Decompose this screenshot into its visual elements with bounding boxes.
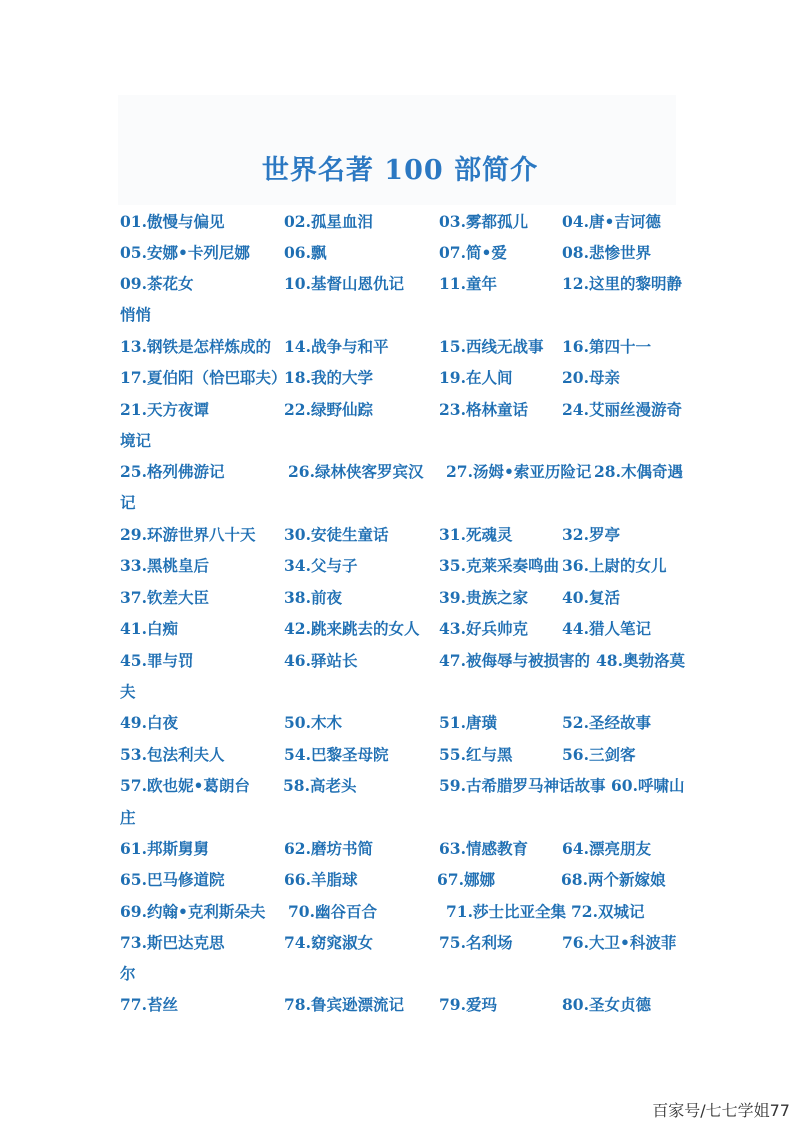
book-title: 57.欧也妮•葛朗台 [120,776,250,795]
book-title: 72.双城记 [571,902,645,921]
book-title: 39.贵族之家 [439,588,528,607]
book-title-continuation: 境记 [120,431,152,450]
book-title: 42.跳来跳去的女人 [284,619,420,638]
book-title-continuation: 尔 [120,964,136,983]
book-title: 36.上尉的女儿 [562,556,667,575]
book-title: 51.唐璜 [439,713,497,732]
book-title: 34.父与子 [284,556,358,575]
book-title: 16.第四十一 [562,337,651,356]
book-title: 29.环游世界八十天 [120,525,256,544]
book-title: 32.罗亭 [562,525,620,544]
book-title: 70.幽谷百合 [288,902,377,921]
book-title: 49.白夜 [120,713,178,732]
book-title: 79.爱玛 [439,995,497,1014]
book-title: 11.童年 [439,274,497,293]
book-title: 54.巴黎圣母院 [284,745,389,764]
book-title: 48.奥勃洛莫 [596,651,685,670]
watermark: 百家号/七七学姐77 [652,1101,790,1120]
book-title: 62.磨坊书简 [284,839,373,858]
book-title: 18.我的大学 [284,368,373,387]
book-title-continuation: 夫 [120,682,136,701]
book-title: 44.猎人笔记 [562,619,651,638]
book-title: 15.西线无战事 [439,337,544,356]
book-title: 76.大卫•科波菲 [562,933,677,952]
book-title: 68.两个新嫁娘 [561,870,666,889]
book-title: 67.娜娜 [437,870,495,889]
book-title: 21.天方夜谭 [120,400,209,419]
book-title: 58.高老头 [283,776,357,795]
book-title: 56.三剑客 [562,745,636,764]
book-title: 35.克莱采奏鸣曲 [439,556,559,575]
book-title: 37.钦差大臣 [120,588,209,607]
book-title: 52.圣经故事 [562,713,651,732]
book-title: 26.绿林侠客罗宾汉 [288,462,424,481]
book-title: 40.复活 [562,588,620,607]
book-title: 66.羊脂球 [284,870,358,889]
book-title: 65.巴马修道院 [120,870,225,889]
book-title: 78.鲁宾逊漂流记 [284,995,404,1014]
book-title: 22.绿野仙踪 [284,400,373,419]
document-title: 世界名著 100 部简介 [261,155,539,186]
book-title: 23.格林童话 [439,400,528,419]
book-title: 61.邦斯舅舅 [120,839,209,858]
book-title: 71.莎士比亚全集 [446,902,566,921]
book-title: 20.母亲 [562,368,620,387]
book-title-continuation: 庄 [120,808,136,827]
book-title: 59.古希腊罗马神话故事 [439,776,606,795]
book-title: 53.包法利夫人 [120,745,225,764]
book-title: 38.前夜 [284,588,342,607]
book-title: 05.安娜•卡列尼娜 [120,243,250,262]
book-title: 74.窈窕淑女 [284,933,373,952]
book-title: 14.战争与和平 [284,337,389,356]
book-title: 77.苔丝 [120,995,178,1014]
book-title: 47.被侮辱与被损害的 [439,651,590,670]
book-title: 30.安徒生童话 [284,525,389,544]
book-title: 69.约翰•克利斯朵夫 [120,902,266,921]
book-title: 19.在人间 [439,368,513,387]
book-title: 07.简•爱 [439,243,507,262]
book-title: 80.圣女贞德 [562,995,651,1014]
book-title: 28.木偶奇遇 [594,462,683,481]
book-title-continuation: 悄悄 [120,305,152,324]
book-title: 41.白痴 [120,619,178,638]
book-title: 43.好兵帅克 [439,619,528,638]
book-title: 50.木木 [284,713,342,732]
book-title: 12.这里的黎明静 [562,274,682,293]
book-title: 75.名利场 [439,933,513,952]
book-title: 33.黑桃皇后 [120,556,209,575]
book-title: 13.钢铁是怎样炼成的 [120,337,271,356]
book-title: 73.斯巴达克思 [120,933,225,952]
book-title: 03.雾都孤儿 [439,212,528,231]
book-title: 25.格列佛游记 [120,462,225,481]
book-title: 17.夏伯阳（恰巴耶夫） [120,368,287,387]
book-title: 64.漂亮朋友 [562,839,651,858]
book-title-continuation: 记 [120,493,136,512]
book-title: 60.呼啸山 [611,776,685,795]
book-title: 24.艾丽丝漫游奇 [562,400,682,419]
book-title: 08.悲惨世界 [562,243,651,262]
book-title: 02.孤星血泪 [284,212,373,231]
book-title: 31.死魂灵 [439,525,513,544]
book-title: 06.飘 [284,243,327,262]
book-title: 09.茶花女 [120,274,194,293]
book-title: 55.红与黑 [439,745,513,764]
book-title: 01.傲慢与偏见 [120,212,225,231]
book-title: 45.罪与罚 [120,651,194,670]
book-title: 27.汤姆•索亚历险记 [446,462,592,481]
book-title: 10.基督山恩仇记 [284,274,404,293]
book-title: 04.唐•吉诃德 [562,212,661,231]
book-title: 46.驿站长 [284,651,358,670]
book-title: 63.情感教育 [439,839,528,858]
